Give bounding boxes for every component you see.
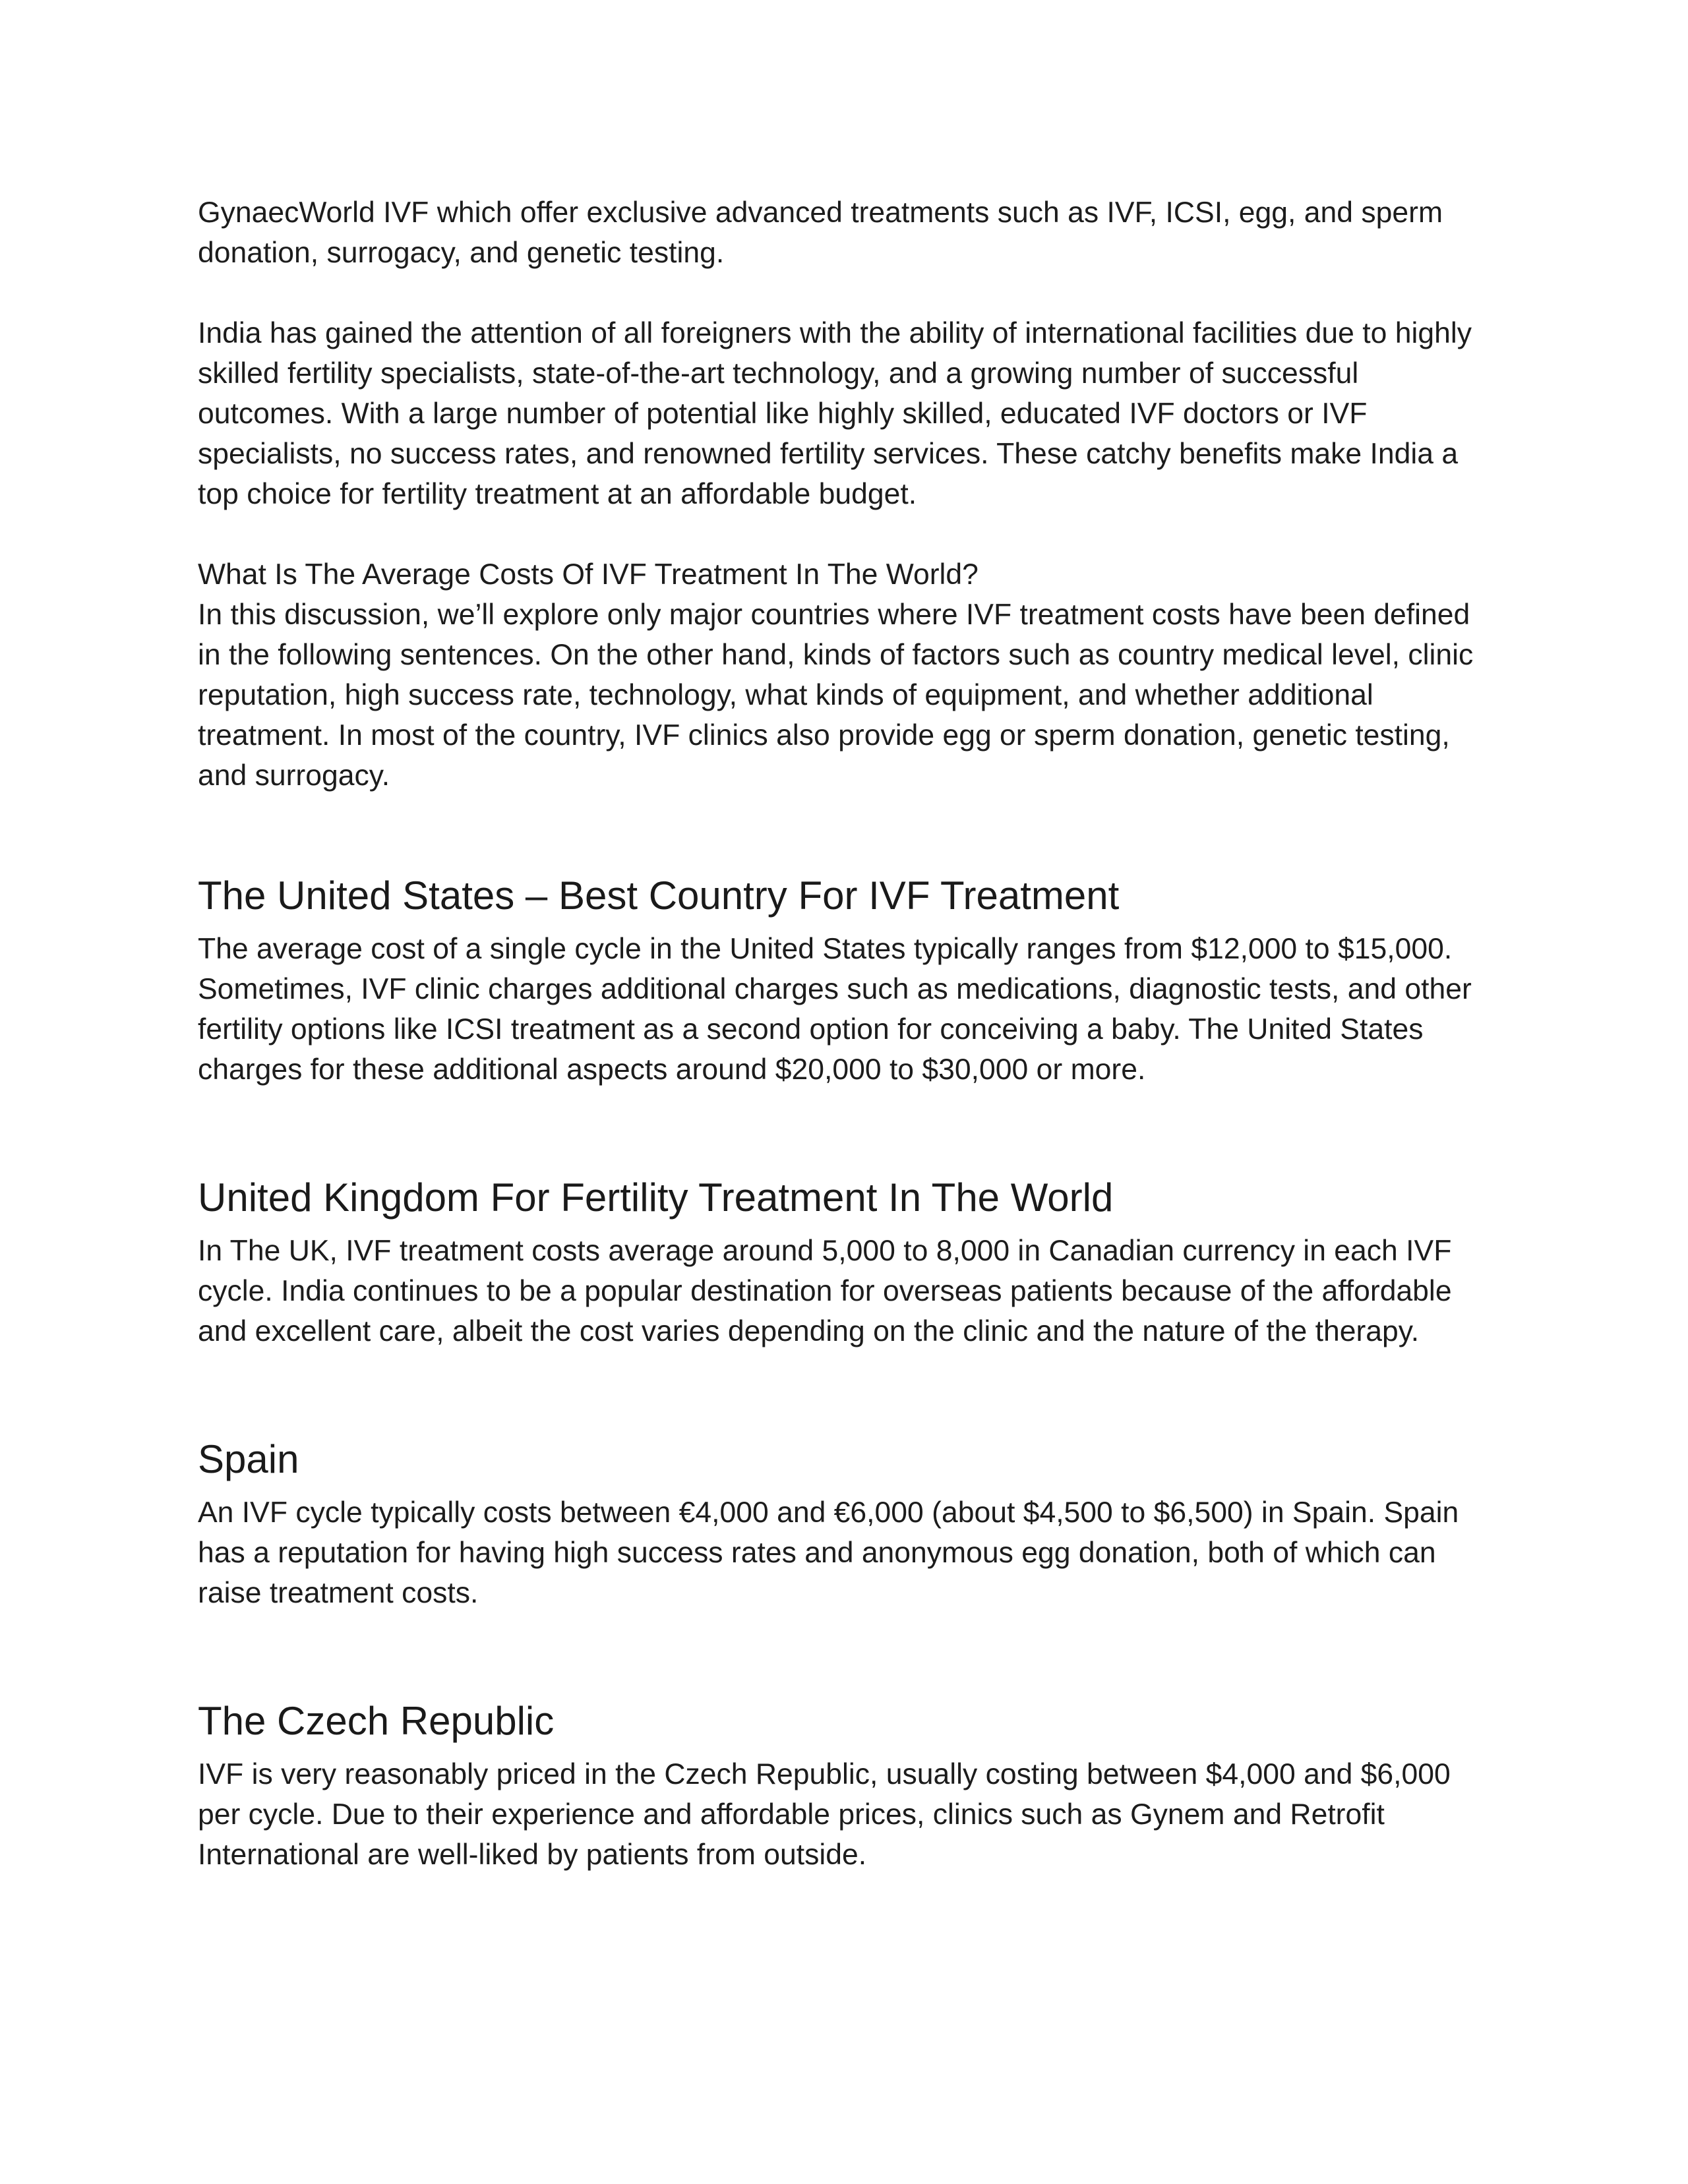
cost-question: What Is The Average Costs Of IVF Treatment In The World? [198,558,979,591]
intro [198,192,1490,796]
intro-paragraph-2: India has gained the attention of all foreigners with the ability of international facilities due to highly skilled fertility specialists, state-of-the-art technology, and a growing number of successful outcomes. With a large number of potential like highly skilled, educated IVF doctors or IVF specialists, no success rates, and renowned fertility services. These catchy benefits make India a top choice for fertility treatment at an affordable budget. [198,317,1472,510]
section-czech-republic [198,1697,1490,1875]
section-heading: The Czech Republic [198,1699,555,1743]
section-body: In The UK, IVF treatment costs average around 5,000 to 8,000 in Canadian currency in each IVF cycle. India continues to be a popular destination for overseas patients because of the affordable and excellent care, albeit the cost varies depending on the clinic and the nature of the therapy. [198,1235,1452,1347]
section-heading: Spain [198,1437,299,1481]
section-body: An IVF cycle typically costs between €4,000 and €6,000 (about $4,500 to $6,500) in Spain. Spain has a reputation for having high success rates and anonymous egg donation, both of which can raise treatment costs. [198,1496,1459,1609]
section-spain [198,1436,1490,1613]
intro-paragraph-1: GynaecWorld IVF which offer exclusive advanced treatments such as IVF, ICSI, egg, and sperm donation, surrogacy, and genetic testing. [198,196,1443,269]
section-heading: The United States – Best Country For IVF Treatment [198,873,1120,918]
section-heading: United Kingdom For Fertility Treatment In The World [198,1175,1114,1220]
section-united-states [198,872,1490,1090]
section-body: The average cost of a single cycle in the United States typically ranges from $12,000 to $15,000. Sometimes, IVF clinic charges additional charges such as medications, diagnostic tests, and other fertility options like ICSI treatment as a second option for conceiving a baby. The United States charges for these additional aspects around $20,000 to $30,000 or more. [198,933,1472,1086]
intro-paragraph-3: In this discussion, we’ll explore only major countries where IVF treatment costs have been defined in the following sentences. On the other hand, kinds of factors such as country medical level, clinic reputation, high success rate, technology, what kinds of equipment, and whether additional treatment. In most of the country, IVF clinics also provide egg or sperm donation, genetic testing, and surrogacy. [198,599,1474,792]
country-sections [198,872,1490,1875]
document-page [198,192,1490,1875]
section-body: IVF is very reasonably priced in the Czech Republic, usually costing between $4,000 and $6,000 per cycle. Due to their experience and affordable prices, clinics such as Gynem and Retrofit International are well-liked by patients from outside. [198,1758,1451,1871]
section-united-kingdom [198,1174,1490,1351]
